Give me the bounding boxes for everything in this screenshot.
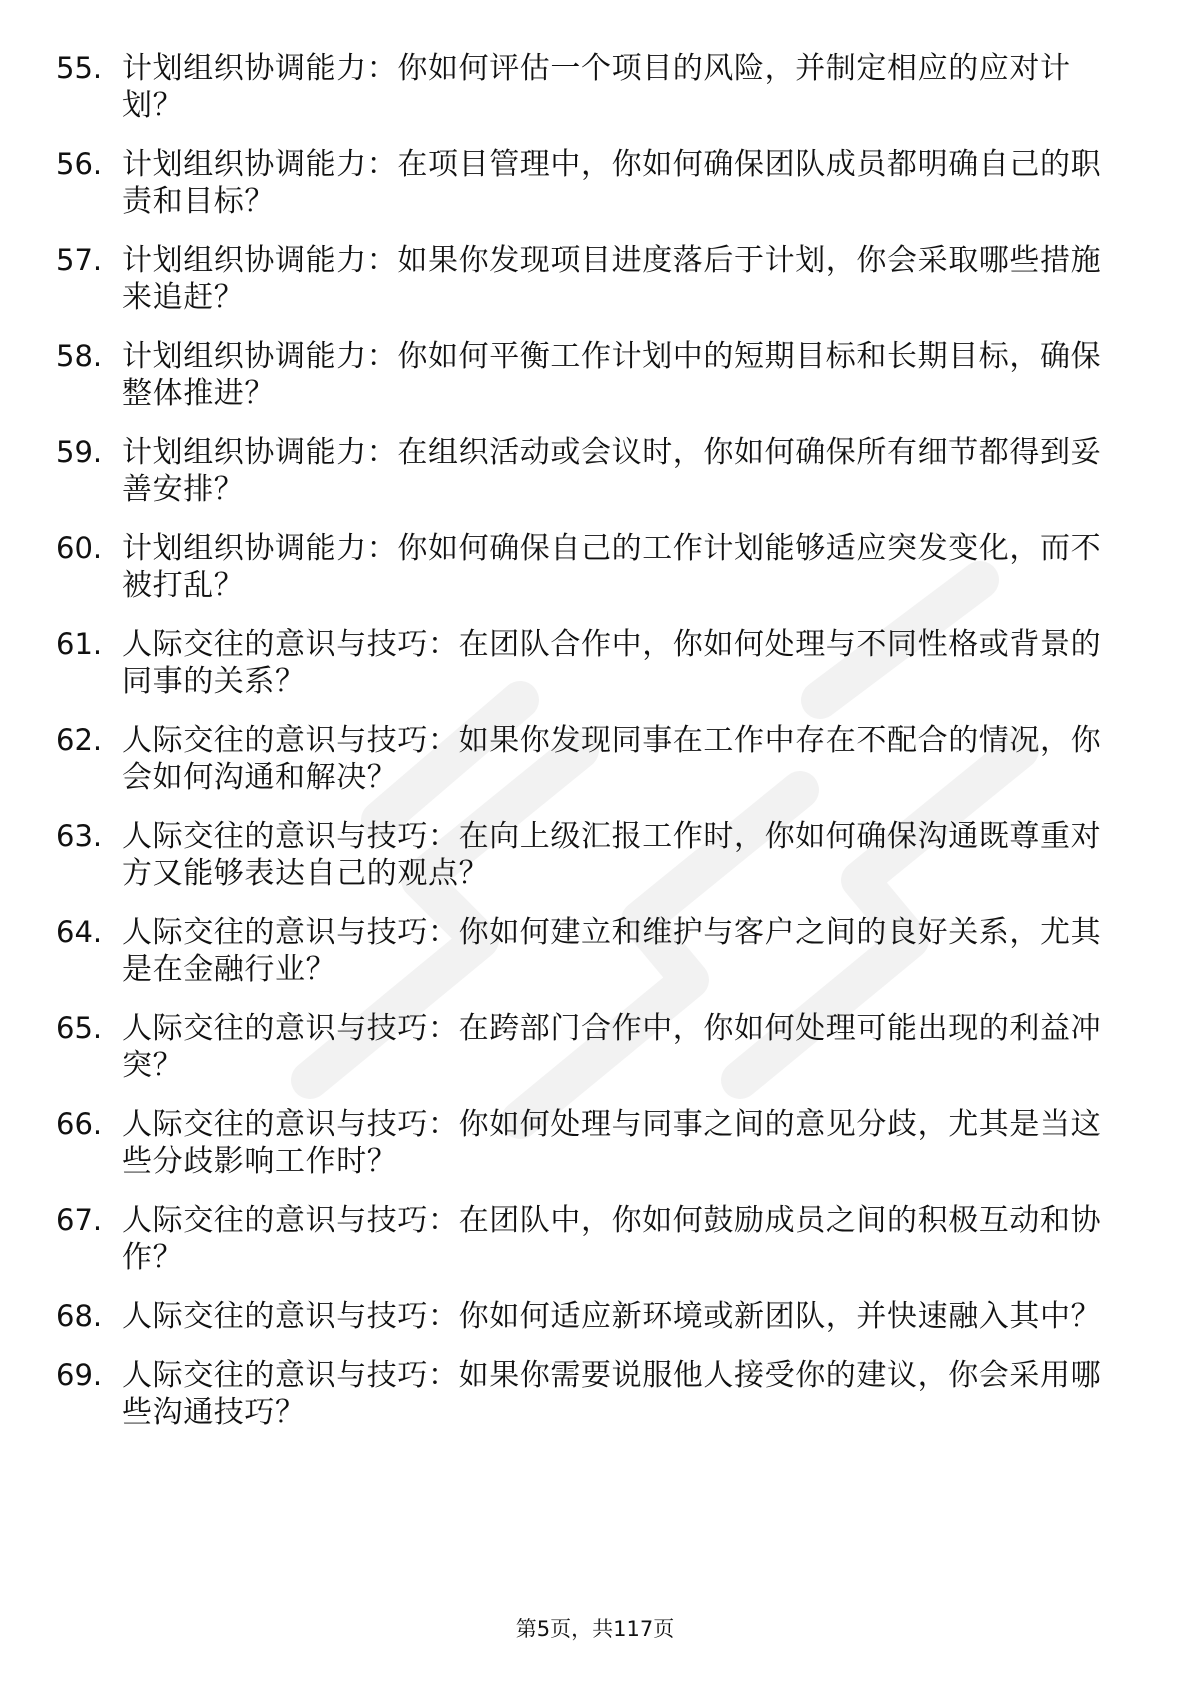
question-number: 65. bbox=[56, 1011, 103, 1045]
question-number: 67. bbox=[56, 1203, 103, 1237]
question-text: 人际交往的意识与技巧：在跨部门合作中，你如何处理可能出现的利益冲突？ bbox=[122, 1011, 1102, 1083]
question-item bbox=[56, 1010, 1116, 1084]
question-number: 62. bbox=[56, 723, 103, 757]
question-text: 计划组织协调能力：在组织活动或会议时，你如何确保所有细节都得到妥善安排？ bbox=[122, 435, 1102, 507]
question-number: 69. bbox=[56, 1358, 103, 1392]
question-item bbox=[56, 626, 1116, 700]
question-item bbox=[56, 914, 1116, 988]
question-text: 人际交往的意识与技巧：在向上级汇报工作时，你如何确保沟通既尊重对方又能够表达自己的观点？ bbox=[122, 819, 1102, 891]
question-text: 人际交往的意识与技巧：在团队中，你如何鼓励成员之间的积极互动和协作？ bbox=[122, 1203, 1102, 1275]
question-list bbox=[56, 50, 1116, 1453]
question-text: 人际交往的意识与技巧：你如何处理与同事之间的意见分歧，尤其是当这些分歧影响工作时？ bbox=[122, 1107, 1102, 1179]
question-number: 64. bbox=[56, 915, 103, 949]
question-number: 63. bbox=[56, 819, 103, 853]
question-text: 计划组织协调能力：你如何确保自己的工作计划能够适应突发变化，而不被打乱？ bbox=[122, 531, 1102, 603]
question-item bbox=[56, 1106, 1116, 1180]
question-number: 56. bbox=[56, 147, 103, 181]
question-item bbox=[56, 722, 1116, 796]
question-text: 计划组织协调能力：你如何平衡工作计划中的短期目标和长期目标，确保整体推进？ bbox=[122, 339, 1102, 411]
question-number: 68. bbox=[56, 1299, 103, 1333]
question-item bbox=[56, 242, 1116, 316]
question-text: 人际交往的意识与技巧：你如何建立和维护与客户之间的良好关系，尤其是在金融行业？ bbox=[122, 915, 1102, 987]
question-item bbox=[56, 530, 1116, 604]
question-text: 计划组织协调能力：在项目管理中，你如何确保团队成员都明确自己的职责和目标？ bbox=[122, 147, 1102, 219]
question-number: 59. bbox=[56, 435, 103, 469]
question-text: 人际交往的意识与技巧：在团队合作中，你如何处理与不同性格或背景的同事的关系？ bbox=[122, 627, 1102, 699]
question-item bbox=[56, 1357, 1116, 1431]
question-number: 58. bbox=[56, 339, 103, 373]
question-text: 人际交往的意识与技巧：如果你发现同事在工作中存在不配合的情况，你会如何沟通和解决？ bbox=[122, 723, 1102, 795]
question-text: 计划组织协调能力：你如何评估一个项目的风险，并制定相应的应对计划？ bbox=[122, 51, 1071, 123]
question-number: 60. bbox=[56, 531, 103, 565]
question-text: 人际交往的意识与技巧：如果你需要说服他人接受你的建议，你会采用哪些沟通技巧？ bbox=[122, 1358, 1102, 1430]
question-item bbox=[56, 1298, 1116, 1335]
question-number: 57. bbox=[56, 243, 103, 277]
question-item bbox=[56, 1202, 1116, 1276]
question-item bbox=[56, 434, 1116, 508]
question-item bbox=[56, 146, 1116, 220]
question-item bbox=[56, 818, 1116, 892]
page-footer: 第5页，共117页 bbox=[515, 1617, 675, 1641]
question-item bbox=[56, 338, 1116, 412]
question-number: 55. bbox=[56, 51, 103, 85]
question-number: 66. bbox=[56, 1107, 103, 1141]
question-text: 计划组织协调能力：如果你发现项目进度落后于计划，你会采取哪些措施来追赶？ bbox=[122, 243, 1102, 315]
question-number: 61. bbox=[56, 627, 103, 661]
question-text: 人际交往的意识与技巧：你如何适应新环境或新团队，并快速融入其中？ bbox=[122, 1299, 1102, 1334]
question-item bbox=[56, 50, 1116, 124]
